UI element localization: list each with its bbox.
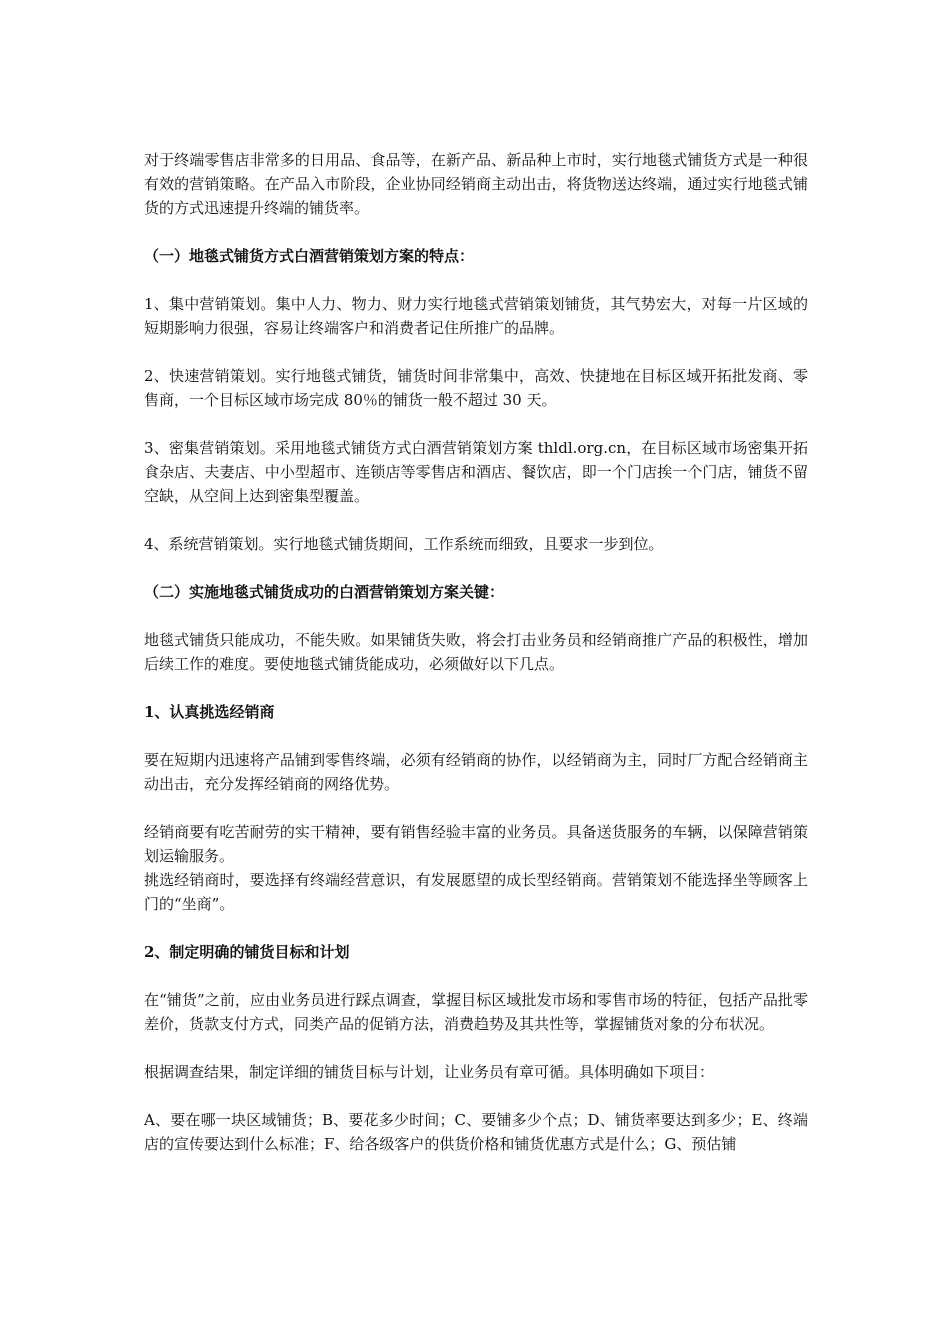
plan-paragraph-2: 根据调查结果，制定详细的铺货目标与计划，让业务员有章可循。具体明确如下项目：: [144, 1063, 715, 1081]
feature-item-4: 4、系统营销策划。实行地毯式铺货期间，工作系统而细致，且要求一步到位。: [144, 535, 664, 553]
subheading-targets-plan: 2、制定明确的铺货目标和计划: [144, 943, 350, 961]
section-heading-keys: （二）实施地毯式铺货成功的白酒营销策划方案关键：: [144, 583, 505, 601]
keys-intro-paragraph: 地毯式铺货只能成功，不能失败。如果铺货失败，将会打击业务员和经销商推广产品的积极性，增加后续工作的难度。要使地毯式铺货能成功，必须做好以下几点。: [144, 631, 808, 673]
feature-item-2: 2、快速营销策划。实行地毯式铺货，铺货时间非常集中，高效、快捷地在目标区域开拓批发商、零售商，一个目标区域市场完成 80％的铺货一般不超过 30 天。: [144, 367, 808, 409]
document-body: [144, 148, 808, 1180]
plan-paragraph-1: 在“铺货”之前，应由业务员进行踩点调查，掌握目标区域批发市场和零售市场的特征，包括产品批零差价，货款支付方式，同类产品的促销方法，消费趋势及其共性等，掌握铺货对象的分布状况。: [144, 991, 808, 1033]
subheading-select-distributor: 1、认真挑选经销商: [144, 703, 275, 721]
distributor-paragraph-3: 挑选经销商时，要选择有终端经营意识，有发展愿望的成长型经销商。营销策划不能选择坐等顾客上门的“坐商”。: [144, 871, 808, 913]
distributor-paragraph-2: 经销商要有吃苦耐劳的实干精神，要有销售经验丰富的业务员。具备送货服务的车辆，以保障营销策划运输服务。: [144, 823, 808, 865]
feature-item-1: 1、集中营销策划。集中人力、物力、财力实行地毯式营销策划铺货，其气势宏大，对每一片区域的短期影响力很强，容易让终端客户和消费者记住所推广的品牌。: [144, 295, 808, 337]
section-heading-features: （一）地毯式铺货方式白酒营销策划方案的特点：: [144, 247, 475, 265]
feature-item-3: 3、密集营销策划。采用地毯式铺货方式白酒营销策划方案 thldl.org.cn，在目标区域市场密集开拓食杂店、夫妻店、中小型超市、连锁店等零售店和酒店、餐饮店，即一个门店挨一个门店，铺货不留空缺，从空间上达到密集型覆盖。: [144, 439, 808, 505]
intro-paragraph: 对于终端零售店非常多的日用品、食品等，在新产品、新品种上市时，实行地毯式铺货方式是一种很有效的营销策略。在产品入市阶段，企业协同经销商主动出击，将货物送达终端，通过实行地毯式铺货的方式迅速提升终端的铺货率。: [144, 151, 808, 217]
plan-items-paragraph: A、要在哪一块区域铺货；B、要花多少时间；C、要铺多少个点；D、铺货率要达到多少；E、终端店的宣传要达到什么标准；F、给各级客户的供货价格和铺货优惠方式是什么；G、预估铺: [144, 1111, 808, 1153]
distributor-paragraph-1: 要在短期内迅速将产品铺到零售终端，必须有经销商的协作，以经销商为主，同时厂方配合经销商主动出击，充分发挥经销商的网络优势。: [144, 751, 808, 793]
